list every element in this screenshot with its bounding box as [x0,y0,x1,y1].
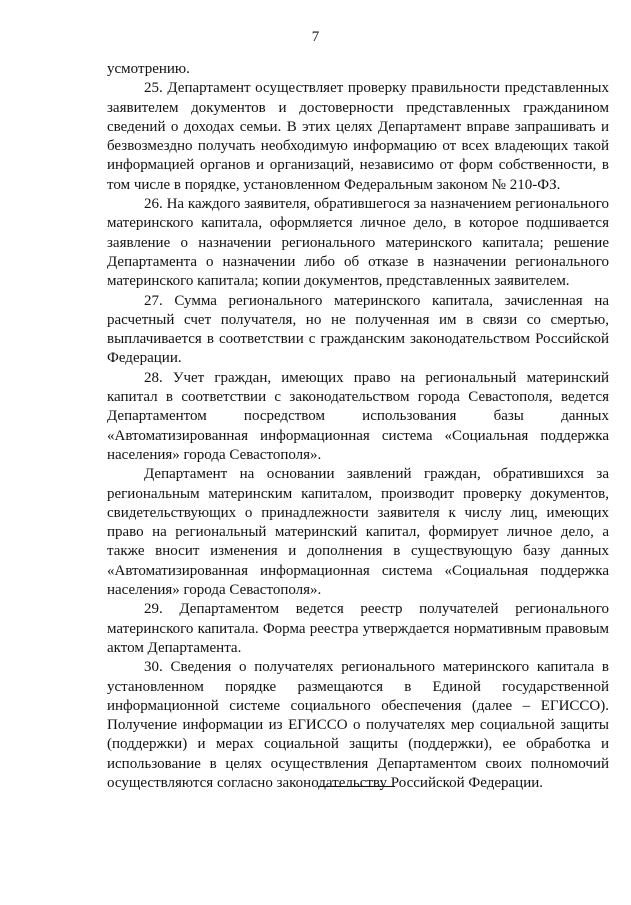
paragraph-27: 27. Сумма регионального материнского капитала, зачисленная на расчетный счет получателя, но не полученная им в связи со смертью, выплачивается в соответствии с гражданским законодательством Российской Федерации. [107,292,609,367]
paragraph-26: 26. На каждого заявителя, обратившегося за назначением регионального материнского капитала, оформляется личное дело, в которое подшивается заявление о назначении регионального материнского капитала; решение Департамента о назначении либо об отказе в назначении регионального материнского капитала; копии документов, представленных заявителем. [107,196,609,290]
paragraph-28-continued: Департамент на основании заявлений граждан, обратившихся за региональным материнским капиталом, производит проверку документов, свидетельствующих о принадлежности заявителя к числу лиц, имеющих право на региональный материнский капитал, формирует личное дело, а также вносит изменения и дополнения в существующую базу данных «Автоматизированная информационная система «Социальная поддержка населения» города Севастополя». [107,466,609,599]
paragraph-30: 30. Сведения о получателях регионального материнского капитала в установленном порядке размещаются в Единой государственной информационной системе социального обеспечения (далее – ЕГИССО). Получение информации из ЕГИССО о получателях мер социальной защиты (поддержки) и мерах социальной защиты (поддержки), ее обработка и использование в целях осуществления Департаментом своих полномочий осуществляются согласно законодательству Российской Федерации. [107,659,609,791]
paragraph-28: 28. Учет граждан, имеющих право на региональный материнский капитал в соответствии с законодательством города Севастополя, ведется Департаментом посредством использования базы данных «Автоматизированная информационная система «Социальная поддержка населения» города Севастополя». [107,369,609,463]
paragraph-25: 25. Департамент осуществляет проверку правильности представленных заявителем документов и достоверности представленных гражданином сведений о доходах семьи. В этих целях Департамент вправе запрашивать и безвозмездно получать необходимую информацию от всех владеющих такой информацией органов и организаций, независимо от форм собственности, в том числе в порядке, установленном Федеральным законом № 210-ФЗ. [107,80,609,193]
document-body [107,60,609,793]
page-number: 7 [311,29,320,45]
paragraph-continuation: усмотрению. [107,61,190,77]
end-separator-line [318,786,395,787]
paragraph-29: 29. Департаментом ведется реестр получателей регионального материнского капитала. Форма реестра утверждается нормативным правовым актом Департамента. [107,601,609,656]
